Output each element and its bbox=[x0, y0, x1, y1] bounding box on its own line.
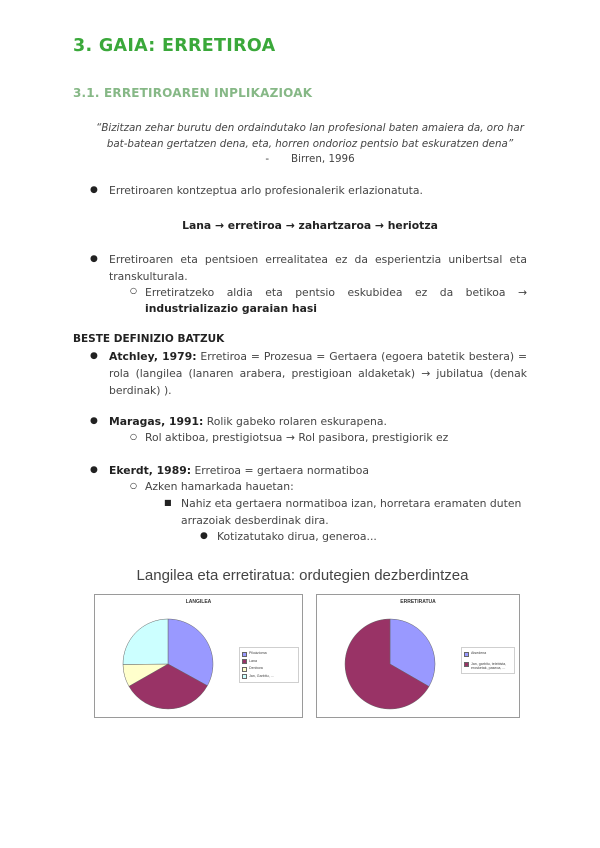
circle-bullet-icon: ○ bbox=[130, 481, 137, 490]
ekerdt-subsub-1: Nahiz eta gertaera normatiboa izan, horretara eramaten duten bbox=[181, 497, 522, 510]
ekerdt-label: Ekerdt, 1989: bbox=[109, 464, 192, 477]
legend-item: Jan, Garbitu, ... bbox=[242, 674, 296, 680]
ekerdt-subsubsub: Kotizatutako dirua, generoa... bbox=[217, 530, 377, 543]
legend-item: Denbora bbox=[242, 666, 296, 672]
atchley-label: Atchley, 1979: bbox=[109, 350, 197, 363]
definitions-heading: BESTE DEFINIZIO BATZUK bbox=[73, 333, 225, 345]
chart-legend bbox=[239, 647, 299, 683]
quote-author-name: Birren, 1996 bbox=[291, 153, 355, 165]
sub-bullet-text-bold: industrializazio garaian hasi bbox=[145, 302, 317, 315]
maragas-label: Maragas, 1991: bbox=[109, 415, 204, 428]
bullet-text: Erretiroaren eta pentsioen errealitatea ez da esperientzia unibertsal eta bbox=[109, 253, 527, 266]
maragas-line bbox=[109, 413, 387, 430]
atchley-text: Erretiroa = Prozesua = Gertaera (egoera batetik bestera) = bbox=[196, 350, 527, 363]
circle-bullet-icon: ○ bbox=[130, 286, 137, 295]
chart-title: LANGILEA bbox=[185, 599, 212, 605]
bullet-text-cont: transkulturala. bbox=[109, 270, 188, 283]
legend-item: Lana bbox=[242, 659, 296, 665]
chart-legend bbox=[461, 647, 515, 674]
bullet-icon: ● bbox=[200, 531, 208, 541]
bullet-icon: ● bbox=[90, 416, 98, 426]
square-bullet-icon: ■ bbox=[164, 498, 172, 507]
ekerdt-text: Erretiroa = gertaera normatiboa bbox=[191, 464, 370, 477]
sub-bullet-text: Erretiratzeko aldia eta pentsio eskubidea ez da betikoa → bbox=[145, 286, 527, 299]
pie-chart-erretiratua bbox=[316, 594, 520, 718]
maragas-sub: Rol aktiboa, prestigiotsua → Rol pasibora, prestigiorik ez bbox=[145, 431, 449, 444]
bullet-icon: ● bbox=[90, 254, 98, 264]
maragas-text: Rolik gabeko rolaren eskurapena. bbox=[203, 415, 387, 428]
legend-item: Jan, garbitu, telebista, erosketak, paseoa, ... bbox=[464, 662, 512, 670]
figure-title: Langilea eta erretiratua: ordutegien dezberdintzea bbox=[136, 567, 469, 584]
quote-author bbox=[80, 153, 540, 165]
atchley-line-1 bbox=[109, 348, 527, 365]
circle-bullet-icon: ○ bbox=[130, 432, 137, 441]
quote-line-2: bat-batean gertatzen dena, eta, horren ondorioz pentsio bat eskuratzen dena” bbox=[106, 138, 514, 150]
flow-line: Lana → erretiroa → zahartzaroa → heriotza bbox=[182, 219, 438, 232]
quote-dash: - bbox=[265, 153, 270, 165]
atchley-line-2: rola (langilea (lanaren arabera, prestigioan aldaketak) → jubilatua (denak bbox=[109, 367, 527, 380]
bullet-icon: ● bbox=[90, 185, 98, 195]
ekerdt-subsub-2: arrazoiak desberdinak dira. bbox=[181, 514, 329, 527]
ekerdt-sub: Azken hamarkada hauetan: bbox=[145, 480, 294, 493]
bullet-icon: ● bbox=[90, 465, 98, 475]
pie-chart-langilea bbox=[94, 594, 303, 718]
section-heading: 3.1. ERRETIROAREN INPLIKAZIOAK bbox=[73, 86, 313, 100]
bullet-icon: ● bbox=[90, 351, 98, 361]
quote-line-1: “Bizitzan zehar burutu den ordaindutako lan profesional baten amaiera da, oro har bbox=[96, 122, 524, 134]
legend-item: Piloázioma bbox=[242, 651, 296, 657]
ekerdt-line bbox=[109, 462, 369, 479]
legend-item: Atsedena bbox=[464, 651, 512, 657]
atchley-line-3: berdinak) ). bbox=[109, 384, 172, 397]
bullet-text: Erretiroaren kontzeptua arlo profesionalerik erlazionatuta. bbox=[109, 184, 423, 197]
chart-title: ERRETIRATUA bbox=[400, 599, 436, 605]
page-title: 3. GAIA: ERRETIROA bbox=[73, 36, 276, 56]
